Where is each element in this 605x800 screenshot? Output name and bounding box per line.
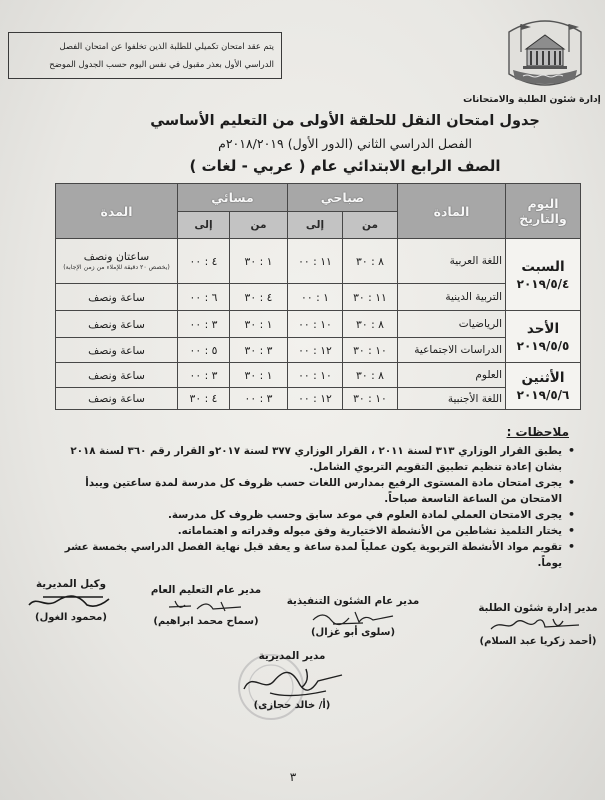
signature-title: مدير عام التعليم العام [150,584,262,596]
evening-from-cell: ١ : ٣٠ [230,239,288,284]
duration-cell: ساعة ونصف [56,388,178,410]
evening-to-cell: ٥ : ٠٠ [178,338,230,363]
day-cell [506,311,581,363]
evening-to-cell: ٤ : ٠٠ [178,239,230,284]
table-row [56,338,581,363]
duration-cell: ساعة ونصف [56,284,178,311]
header-subject: المادة [398,184,506,239]
table-header-row [56,184,581,212]
morning-to-cell: ١٢ : ٠٠ [288,388,343,410]
note-item: • يجرى الامتحان العملي لمادة العلوم في موعد سابق وحسب ظروف كل مدرسة. [53,507,575,523]
page-number: ٣ [289,770,297,784]
duration-cell [56,239,178,284]
signature-name: (أحمد زكريا عبد السلام) [479,636,597,647]
subject-cell: اللغة العربية [398,239,506,284]
header-duration: المدة [56,184,178,239]
table-row [56,388,581,410]
table-row [56,311,581,338]
header-day-date [506,184,581,239]
subject-cell: اللغة الأجنبية [398,388,506,410]
day-date: ٢٠١٩/٥/٦ [516,388,570,402]
notice-line: الدراسي الأول بعذر مقبول في نفس اليوم حسب الجدول الموضح [49,59,274,69]
morning-to-cell: ١٢ : ٠٠ [288,338,343,363]
signature-title: مدير إدارة شئون الطلبة [478,602,598,614]
signature-block-deputy-director [12,577,130,625]
table-row [56,363,581,388]
day-name: الأثنين [521,370,565,386]
duration-value: ساعتان ونصف [83,250,150,263]
subject-cell: الدراسات الاجتماعية [398,338,506,363]
evening-to-cell: ٤ : ٣٠ [178,388,230,410]
header-date-label: والتاريخ [519,211,567,226]
header-evening-from: من [230,212,288,239]
notes-section [53,424,575,571]
document-term: الفصل الدراسي الثاني (الدور الأول) ٢٠١٨/٢٠١٩م [218,136,472,151]
subject-cell: العلوم [398,363,506,388]
evening-to-cell: ٣ : ٠٠ [178,363,230,388]
signature-block-general-education-director [146,583,266,629]
exam-schedule-table [55,183,581,410]
signature-title: وكيل المديرية [36,578,106,590]
handwritten-signature [161,597,251,615]
table-row [56,239,581,284]
evening-from-cell: ١ : ٣٠ [230,311,288,338]
subject-cell: الرياضيات [398,311,506,338]
header-day-label: اليوم [527,196,559,211]
note-item: • تقويم مواد الأنشطة التربوية يكون عملياً لمدة ساعة و يعقد قبل نهاية الفصل الدراسي بخمسة عشر يوماً. [53,539,575,571]
morning-from-cell: ٨ : ٣٠ [343,239,398,284]
logo-caption: إدارة شئون الطلبة والامتحانات [463,94,601,105]
makeup-exam-notice-box [8,32,282,79]
notice-line: يتم عقد امتحان تكميلي للطلبة الذين تخلفوا عن امتحان الفصل [59,41,274,51]
morning-to-cell: ١٠ : ٠٠ [288,311,343,338]
note-item: • يختار التلميذ نشاطين من الأنشطة الاختيارية وفق ميوله وقدراته و اهتماماته. [53,523,575,539]
day-cell [506,239,581,311]
morning-from-cell: ١١ : ٣٠ [343,284,398,311]
signature-title: مدير المديرية [258,650,326,662]
signature-block-directorate-director [222,649,362,713]
document-grade: الصف الرابع الابتدائي عام ( عربي - لغات ) [189,157,501,175]
morning-to-cell: ١١ : ٠٠ [288,239,343,284]
signature-name: (سلوى أبو غزال) [310,627,396,638]
header-morning-to: إلى [288,212,343,239]
day-date: ٢٠١٩/٥/٥ [516,338,570,353]
signature-name: (سماح محمد ابراهيم) [153,616,259,627]
signature-title: مدير عام الشئون التنفيذية [286,595,420,607]
note-item: • يطبق القرار الوزاري ٣١٣ لسنة ٢٠١١ ، القرار الوزاري ٣٧٧ لسنة ٢٠١٧و القرار رقم ٣٦٠ لسنة ٢٠١٨ بشان إعادة تنظيم تطبيق التقويم التربوي الشامل. [53,443,575,475]
evening-from-cell: ٣ : ٣٠ [230,338,288,363]
duration-note: (يخصص ٢٠ دقيقة للإملاء من زمن الإجابة) [63,264,170,271]
header-evening: مسائي [178,184,288,212]
handwritten-signature [23,591,119,611]
evening-from-cell: ٣ : ٠٠ [230,388,288,410]
day-cell [506,363,581,410]
subject-cell: التربية الدينية [398,284,506,311]
evening-to-cell: ٦ : ٠٠ [178,284,230,311]
notes-list [53,443,575,571]
header-morning: صباحي [288,184,398,212]
signature-block-executive-affairs-director [282,594,424,640]
handwritten-signature [483,615,593,635]
duration-cell: ساعة ونصف [56,363,178,388]
signature-name: (محمود الغول) [35,612,107,623]
duration-cell: ساعة ونصف [56,338,178,363]
day-date: ٢٠١٩/٥/٤ [516,276,570,291]
evening-from-cell: ١ : ٣٠ [230,363,288,388]
header-morning-from: من [343,212,398,239]
note-item: • يجرى امتحان مادة المستوى الرفيع بمدارس اللغات حسب ظروف كل مدرسة لمدة ساعتين ويبدأ الامتحان من الساعة التاسعة صباحاً. [53,475,575,507]
handwritten-signature [230,663,354,699]
morning-from-cell: ٨ : ٣٠ [343,363,398,388]
duration-cell: ساعة ونصف [56,311,178,338]
header-evening-to: إلى [178,212,230,239]
table-row [56,284,581,311]
handwritten-signature [303,608,403,626]
signature-name: (أ/ خالد حجازى) [253,700,331,711]
day-name: الأحد [526,320,560,337]
signature-block-student-affairs-director [477,601,599,649]
morning-from-cell: ١٠ : ٣٠ [343,338,398,363]
morning-from-cell: ٨ : ٣٠ [343,311,398,338]
directorate-emblem-logo [501,12,589,92]
evening-to-cell: ٣ : ٠٠ [178,311,230,338]
day-name: السبت [521,258,565,275]
morning-to-cell: ١ : ٠٠ [288,284,343,311]
notes-heading: ملاحظات : [506,425,569,439]
morning-from-cell: ١٠ : ٣٠ [343,388,398,410]
evening-from-cell: ٤ : ٣٠ [230,284,288,311]
document-title: جدول امتحان النقل للحلقة الأولى من التعليم الأساسي [150,113,540,129]
morning-to-cell: ١٠ : ٠٠ [288,363,343,388]
